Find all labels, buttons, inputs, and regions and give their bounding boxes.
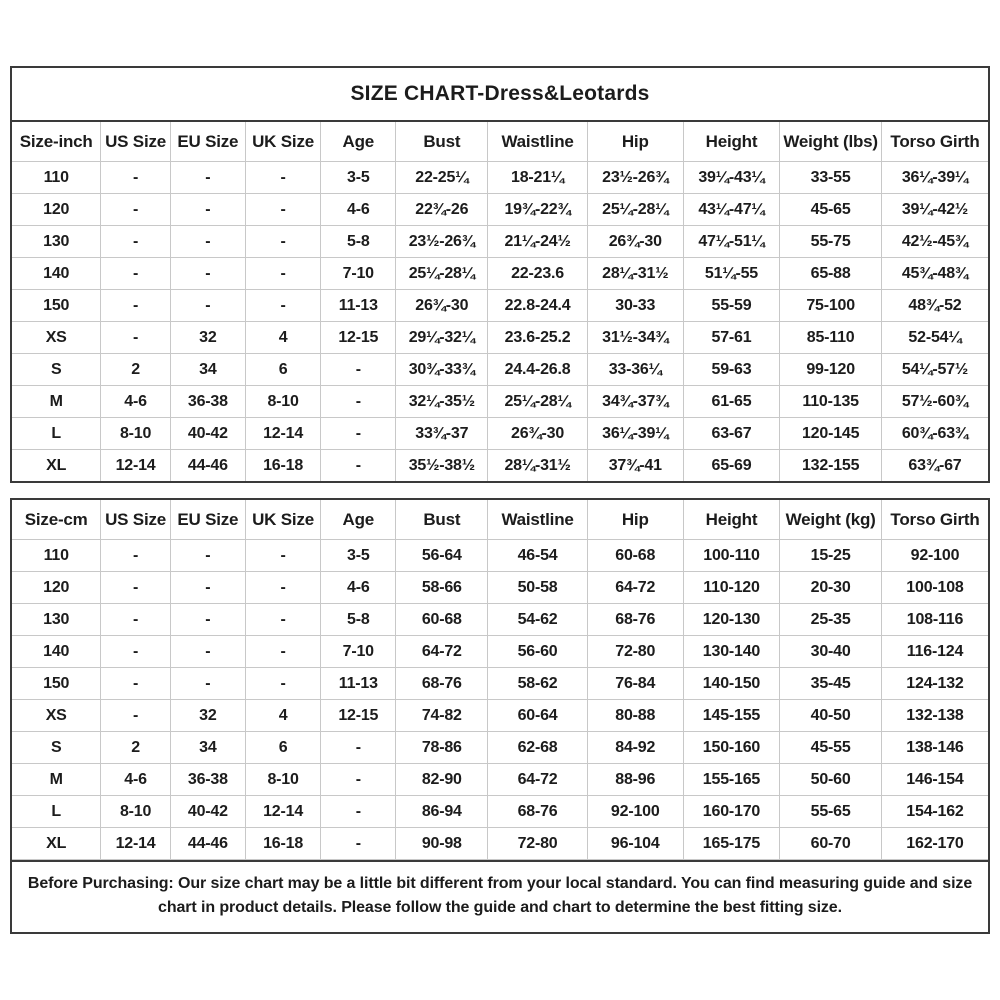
- table-cell: 5-8: [321, 604, 396, 636]
- table-cell: 130-140: [683, 636, 780, 668]
- table-cell: 12-14: [245, 418, 320, 450]
- table-row: [11, 636, 989, 668]
- table-row: [11, 418, 989, 450]
- size-table-cm-section: [10, 498, 990, 860]
- table-cell: -: [101, 322, 170, 354]
- table-cell: 150: [11, 668, 101, 700]
- table-row: [11, 258, 989, 290]
- table-cell: 96-104: [587, 828, 683, 860]
- table-cell: 64-72: [587, 572, 683, 604]
- table-cell: 72-80: [488, 828, 588, 860]
- table-cell: 23.6-25.2: [488, 322, 588, 354]
- column-header: Age: [321, 499, 396, 540]
- table-cell: 39¼-43¼: [683, 162, 780, 194]
- table-cell: 15-25: [780, 540, 882, 572]
- table-cell: 76-84: [587, 668, 683, 700]
- table-cell: -: [101, 636, 170, 668]
- table-cell: 8-10: [245, 764, 320, 796]
- column-header: Torso Girth: [881, 499, 989, 540]
- table-cell: 55-65: [780, 796, 882, 828]
- table-cell: 18-21¼: [488, 162, 588, 194]
- table-cell: 140: [11, 258, 101, 290]
- table-row: [11, 764, 989, 796]
- table-cell: 23½-26¾: [587, 162, 683, 194]
- table-cell: 92-100: [587, 796, 683, 828]
- table-cell: 4-6: [321, 194, 396, 226]
- table-row: [11, 540, 989, 572]
- table-cell: 12-14: [245, 796, 320, 828]
- table-cell: 25¼-28¼: [488, 386, 588, 418]
- table-cell: -: [170, 258, 245, 290]
- table-cell: 25-35: [780, 604, 882, 636]
- column-header: EU Size: [170, 121, 245, 162]
- column-header: Size-cm: [11, 499, 101, 540]
- table-cell: 39¼-42½: [881, 194, 989, 226]
- table-cell: 138-146: [881, 732, 989, 764]
- table-cell: -: [101, 194, 170, 226]
- table-cell: 59-63: [683, 354, 780, 386]
- table-cell: 86-94: [396, 796, 488, 828]
- table-cell: XS: [11, 700, 101, 732]
- column-header: Bust: [396, 121, 488, 162]
- table-cell: 100-110: [683, 540, 780, 572]
- table-cell: 68-76: [396, 668, 488, 700]
- header-row: [11, 499, 989, 540]
- table-cell: 32: [170, 700, 245, 732]
- table-cell: 40-42: [170, 796, 245, 828]
- table-cell: 54¼-57½: [881, 354, 989, 386]
- table-cell: 25¼-28¼: [587, 194, 683, 226]
- table-cell: -: [245, 604, 320, 636]
- table-cell: XL: [11, 450, 101, 483]
- table-cell: M: [11, 386, 101, 418]
- table-cell: 12-15: [321, 700, 396, 732]
- table-cell: 30¾-33¾: [396, 354, 488, 386]
- table-cell: 44-46: [170, 828, 245, 860]
- table-cell: 124-132: [881, 668, 989, 700]
- table-cell: 100-108: [881, 572, 989, 604]
- table-cell: 155-165: [683, 764, 780, 796]
- table-cell: -: [321, 732, 396, 764]
- table-cell: -: [170, 540, 245, 572]
- table-cell: 5-8: [321, 226, 396, 258]
- table-cell: 19¾-22¾: [488, 194, 588, 226]
- table-row: [11, 226, 989, 258]
- table-cell: -: [170, 194, 245, 226]
- table-cell: 132-155: [780, 450, 882, 483]
- table-cell: 45¾-48¾: [881, 258, 989, 290]
- table-row: [11, 700, 989, 732]
- table-cell: 55-59: [683, 290, 780, 322]
- table-cell: 7-10: [321, 258, 396, 290]
- table-row: [11, 194, 989, 226]
- table-cell: 146-154: [881, 764, 989, 796]
- table-cell: 140-150: [683, 668, 780, 700]
- table-row: [11, 450, 989, 483]
- table-cell: XL: [11, 828, 101, 860]
- table-cell: 65-88: [780, 258, 882, 290]
- table-row: [11, 290, 989, 322]
- table-row: [11, 668, 989, 700]
- table-cell: -: [321, 418, 396, 450]
- table-cell: 62-68: [488, 732, 588, 764]
- table-cell: -: [245, 572, 320, 604]
- table-cell: 33-36¼: [587, 354, 683, 386]
- table-cell: -: [245, 290, 320, 322]
- table-cell: 11-13: [321, 290, 396, 322]
- table-cell: -: [321, 764, 396, 796]
- table-cell: 110-135: [780, 386, 882, 418]
- size-table-inch-section: [10, 120, 990, 483]
- table-cell: -: [245, 226, 320, 258]
- table-cell: 16-18: [245, 828, 320, 860]
- table-cell: 36¼-39¼: [587, 418, 683, 450]
- table-cell: 2: [101, 732, 170, 764]
- table-cell: 37¾-41: [587, 450, 683, 483]
- table-cell: -: [245, 540, 320, 572]
- table-cell: -: [101, 226, 170, 258]
- table-cell: 34: [170, 354, 245, 386]
- table-cell: 63¾-67: [881, 450, 989, 483]
- table-cell: -: [101, 572, 170, 604]
- table-cell: 22¾-26: [396, 194, 488, 226]
- column-header: Height: [683, 121, 780, 162]
- column-header: Weight (kg): [780, 499, 882, 540]
- table-cell: 64-72: [396, 636, 488, 668]
- table-cell: -: [170, 604, 245, 636]
- table-cell: 4: [245, 322, 320, 354]
- table-cell: 60-68: [587, 540, 683, 572]
- table-cell: L: [11, 418, 101, 450]
- table-cell: 34: [170, 732, 245, 764]
- table-cell: 120: [11, 194, 101, 226]
- table-cell: 36-38: [170, 764, 245, 796]
- table-cell: 160-170: [683, 796, 780, 828]
- table-cell: 26¾-30: [488, 418, 588, 450]
- table-cell: XS: [11, 322, 101, 354]
- column-header: Waistline: [488, 121, 588, 162]
- table-cell: -: [170, 290, 245, 322]
- table-cell: 43¼-47¼: [683, 194, 780, 226]
- table-cell: 47¼-51¼: [683, 226, 780, 258]
- table-cell: 99-120: [780, 354, 882, 386]
- table-cell: 4-6: [101, 764, 170, 796]
- table-cell: 12-14: [101, 828, 170, 860]
- column-header: Height: [683, 499, 780, 540]
- table-cell: 68-76: [488, 796, 588, 828]
- table-cell: 6: [245, 354, 320, 386]
- table-cell: 75-100: [780, 290, 882, 322]
- table-cell: -: [245, 258, 320, 290]
- table-cell: 150-160: [683, 732, 780, 764]
- table-cell: -: [170, 572, 245, 604]
- table-cell: 54-62: [488, 604, 588, 636]
- table-cell: 32¼-35½: [396, 386, 488, 418]
- table-cell: 24.4-26.8: [488, 354, 588, 386]
- table-cell: 26¾-30: [587, 226, 683, 258]
- table-cell: 64-72: [488, 764, 588, 796]
- column-header: EU Size: [170, 499, 245, 540]
- table-cell: 92-100: [881, 540, 989, 572]
- column-header: Hip: [587, 499, 683, 540]
- table-row: [11, 322, 989, 354]
- table-cell: -: [321, 450, 396, 483]
- table-cell: 88-96: [587, 764, 683, 796]
- table-cell: -: [321, 828, 396, 860]
- table-cell: 61-65: [683, 386, 780, 418]
- table-cell: 132-138: [881, 700, 989, 732]
- table-cell: 78-86: [396, 732, 488, 764]
- table-cell: 110: [11, 540, 101, 572]
- table-cell: 8-10: [245, 386, 320, 418]
- table-cell: 56-60: [488, 636, 588, 668]
- table-cell: 52-54¼: [881, 322, 989, 354]
- table-cell: -: [101, 668, 170, 700]
- table-cell: 50-60: [780, 764, 882, 796]
- table-row: [11, 796, 989, 828]
- table-cell: 26¾-30: [396, 290, 488, 322]
- table-cell: M: [11, 764, 101, 796]
- table-cell: 3-5: [321, 540, 396, 572]
- table-cell: 74-82: [396, 700, 488, 732]
- table-cell: 110: [11, 162, 101, 194]
- table-row: [11, 732, 989, 764]
- table-cell: 50-58: [488, 572, 588, 604]
- table-cell: 28¼-31½: [488, 450, 588, 483]
- table-cell: 36-38: [170, 386, 245, 418]
- table-cell: 82-90: [396, 764, 488, 796]
- table-cell: 120: [11, 572, 101, 604]
- table-cell: -: [170, 668, 245, 700]
- table-cell: 31½-34¾: [587, 322, 683, 354]
- column-header: US Size: [101, 499, 170, 540]
- table-cell: 140: [11, 636, 101, 668]
- table-cell: 63-67: [683, 418, 780, 450]
- table-cell: 58-62: [488, 668, 588, 700]
- table-cell: -: [321, 796, 396, 828]
- table-cell: -: [101, 540, 170, 572]
- table-cell: -: [170, 636, 245, 668]
- header-row: [11, 121, 989, 162]
- table-cell: -: [245, 668, 320, 700]
- table-cell: 46-54: [488, 540, 588, 572]
- table-cell: 60-70: [780, 828, 882, 860]
- table-cell: 16-18: [245, 450, 320, 483]
- column-header: Weight (lbs): [780, 121, 882, 162]
- table-cell: 4: [245, 700, 320, 732]
- table-cell: -: [101, 604, 170, 636]
- column-header: Waistline: [488, 499, 588, 540]
- table-row: [11, 354, 989, 386]
- table-cell: 29¼-32¼: [396, 322, 488, 354]
- column-header: UK Size: [245, 499, 320, 540]
- table-cell: 4-6: [321, 572, 396, 604]
- table-cell: 22.8-24.4: [488, 290, 588, 322]
- table-cell: -: [245, 636, 320, 668]
- table-row: [11, 386, 989, 418]
- table-cell: 33¾-37: [396, 418, 488, 450]
- table-cell: 32: [170, 322, 245, 354]
- table-cell: 130: [11, 226, 101, 258]
- table-cell: 116-124: [881, 636, 989, 668]
- table-cell: 162-170: [881, 828, 989, 860]
- table-cell: 145-155: [683, 700, 780, 732]
- table-cell: 90-98: [396, 828, 488, 860]
- table-row: [11, 162, 989, 194]
- table-cell: 110-120: [683, 572, 780, 604]
- table-row: [11, 604, 989, 636]
- table-cell: 85-110: [780, 322, 882, 354]
- table-cell: 120-130: [683, 604, 780, 636]
- table-cell: 108-116: [881, 604, 989, 636]
- table-row: [11, 828, 989, 860]
- table-cell: -: [245, 194, 320, 226]
- table-cell: 60-68: [396, 604, 488, 636]
- table-cell: 57-61: [683, 322, 780, 354]
- table-cell: 57½-60¾: [881, 386, 989, 418]
- table-cell: 25¼-28¼: [396, 258, 488, 290]
- table-cell: -: [321, 354, 396, 386]
- table-cell: -: [170, 162, 245, 194]
- table-cell: -: [101, 290, 170, 322]
- size-table-inch: [10, 120, 990, 483]
- table-cell: 7-10: [321, 636, 396, 668]
- table-cell: 12-15: [321, 322, 396, 354]
- column-header: US Size: [101, 121, 170, 162]
- table-cell: 12-14: [101, 450, 170, 483]
- table-cell: 56-64: [396, 540, 488, 572]
- table-cell: 20-30: [780, 572, 882, 604]
- column-header: Age: [321, 121, 396, 162]
- table-cell: 120-145: [780, 418, 882, 450]
- table-cell: 72-80: [587, 636, 683, 668]
- table-cell: 40-42: [170, 418, 245, 450]
- table-cell: -: [245, 162, 320, 194]
- table-cell: 34¾-37¾: [587, 386, 683, 418]
- table-cell: 45-65: [780, 194, 882, 226]
- table-cell: 28¼-31½: [587, 258, 683, 290]
- purchase-note-text: Before Purchasing: Our size chart may be a little bit different from your local standard. You can find measuring guide and size chart in product details. Please follow the guide and chart to determine the best fitting size.: [27, 875, 973, 916]
- table-cell: 35-45: [780, 668, 882, 700]
- table-cell: 130: [11, 604, 101, 636]
- table-cell: 35½-38½: [396, 450, 488, 483]
- size-chart-title: SIZE CHART-Dress&Leotards: [350, 82, 650, 105]
- table-cell: -: [101, 700, 170, 732]
- table-cell: 30-40: [780, 636, 882, 668]
- table-cell: 4-6: [101, 386, 170, 418]
- table-cell: -: [321, 386, 396, 418]
- table-row: [11, 572, 989, 604]
- table-cell: -: [101, 162, 170, 194]
- column-header: Size-inch: [11, 121, 101, 162]
- table-cell: 154-162: [881, 796, 989, 828]
- table-cell: 6: [245, 732, 320, 764]
- table-cell: 80-88: [587, 700, 683, 732]
- table-cell: -: [170, 226, 245, 258]
- table-cell: 58-66: [396, 572, 488, 604]
- size-chart-sheet: [10, 0, 990, 934]
- table-cell: S: [11, 354, 101, 386]
- table-cell: 21¼-24½: [488, 226, 588, 258]
- table-cell: 48¾-52: [881, 290, 989, 322]
- table-cell: 22-25¼: [396, 162, 488, 194]
- size-chart-title-box: [10, 66, 990, 120]
- table-gap: [10, 483, 990, 498]
- table-cell: 22-23.6: [488, 258, 588, 290]
- table-cell: 55-75: [780, 226, 882, 258]
- table-cell: 40-50: [780, 700, 882, 732]
- column-header: Hip: [587, 121, 683, 162]
- column-header: Bust: [396, 499, 488, 540]
- table-cell: 84-92: [587, 732, 683, 764]
- size-table-cm: [10, 498, 990, 860]
- table-cell: 33-55: [780, 162, 882, 194]
- table-cell: 60¾-63¾: [881, 418, 989, 450]
- table-cell: 8-10: [101, 418, 170, 450]
- table-cell: 36¼-39¼: [881, 162, 989, 194]
- table-cell: 2: [101, 354, 170, 386]
- table-cell: 42½-45¾: [881, 226, 989, 258]
- table-cell: -: [101, 258, 170, 290]
- column-header: Torso Girth: [881, 121, 989, 162]
- column-header: UK Size: [245, 121, 320, 162]
- table-cell: S: [11, 732, 101, 764]
- table-cell: 44-46: [170, 450, 245, 483]
- table-cell: 8-10: [101, 796, 170, 828]
- table-cell: 45-55: [780, 732, 882, 764]
- table-cell: 11-13: [321, 668, 396, 700]
- table-cell: 51¼-55: [683, 258, 780, 290]
- table-cell: 65-69: [683, 450, 780, 483]
- table-cell: 3-5: [321, 162, 396, 194]
- table-cell: 68-76: [587, 604, 683, 636]
- table-cell: 30-33: [587, 290, 683, 322]
- table-cell: 165-175: [683, 828, 780, 860]
- purchase-note-box: [10, 860, 990, 934]
- table-cell: 60-64: [488, 700, 588, 732]
- table-cell: 23½-26¾: [396, 226, 488, 258]
- table-cell: L: [11, 796, 101, 828]
- table-cell: 150: [11, 290, 101, 322]
